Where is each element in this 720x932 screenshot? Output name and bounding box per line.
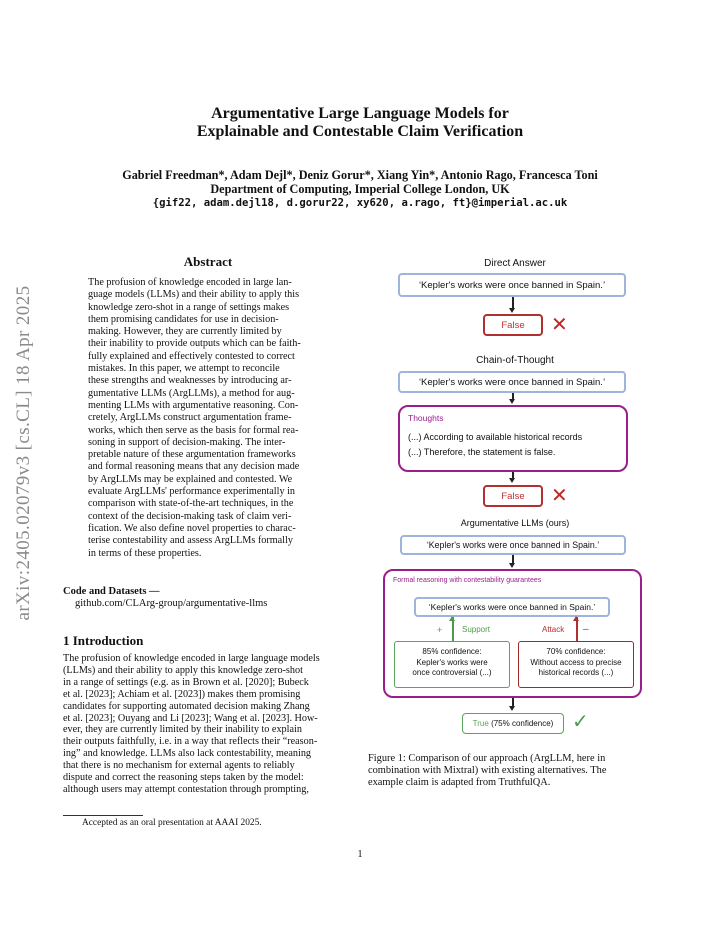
abstract-line: evaluate ArgLLMs' performance experimentally in [88,486,296,498]
intro-line: candidates for supporting automated decision making Zhang [63,700,310,712]
footnote: Accepted as an oral presentation at AAAI 2025. [82,818,262,828]
intro-body [63,653,353,796]
intro-line: ever, they are currently limited by their inability to explain [63,724,302,736]
intro-line: that there is no mechanism for external agents to reliably [63,760,295,772]
arrow-down [512,297,514,309]
thoughts-box [398,405,628,472]
abstract-line: these strengths and weaknesses by introducing ar- [88,375,292,387]
attack-label: Attack [542,625,565,634]
thought-line-2: (...) Therefore, the statement is false. [408,447,556,457]
abstract-line: and formal reasoning means that any decision made [88,461,300,473]
intro-line: dispute and correct the reasoning steps taken by the model: [63,772,304,784]
abstract-line: works, which then serve as the basis for formal rea- [88,424,299,436]
cot-false-box [483,485,543,507]
check-mark-icon: ✓ [572,709,589,733]
arrow-down [512,472,514,479]
support-label: Support [462,625,491,634]
caption-line-3: example claim is adapted from TruthfulQA. [368,777,551,788]
direct-false-text: False [501,319,525,331]
abstract-line: context of the decision-making task of claim veri- [88,510,292,522]
arxiv-identifier: arXiv:2405.02079v3 [cs.CL] 18 Apr 2025 [13,285,34,621]
attack-text-1: Without access to precise [530,657,622,667]
support-argument-box [394,641,510,688]
thought-line-1: (...) According to available historical records [408,432,583,442]
abstract-line: menting LLMs with argumentative reasoning. Con- [88,399,299,411]
inner-claim-text: ‘Kepler's works were once banned in Spain.’ [428,602,596,612]
support-text-1: Kepler's works were [416,657,488,667]
abstract-line: guage models (LLMs) and their ability to apply this [88,289,300,301]
support-text-2: once controversial (...) [412,668,492,677]
true-word: True [472,719,489,728]
intro-line: et al. [2023]; Achiam et al. [2023]) makes them promising [63,688,301,700]
arrow-down [512,393,514,400]
abstract-line: knowledge zero-shot in a range of settings makes [88,301,290,313]
intro-line: The profusion of knowledge encoded in large language models [63,653,320,664]
inner-claim-box [414,597,610,617]
abstract-line: fully explained and effectively contested to correct [88,350,295,362]
intro-line: et al. [2023]; Ouyang and Li [2023]; Wang et al. [2023]. How- [63,712,318,724]
cot-claim-box [398,371,626,393]
code-heading: Code and Datasets — [63,586,160,597]
arrow-down [512,698,514,707]
caption-line-1: Figure 1: Comparison of our approach (ArgLLM, here in [368,753,606,764]
title-line-2: Explainable and Contestable Claim Verification [196,123,524,140]
direct-answer-title: Direct Answer [484,258,546,269]
title-line-1: Argumentative Large Language Models for [211,105,509,122]
abstract-line: soning in support of decision-making. The inter- [88,436,286,448]
abstract-line: them promising candidates for use in decision- [88,313,279,325]
code-datasets [63,586,267,610]
thoughts-label: Thoughts [408,413,444,423]
direct-claim-box [398,273,626,297]
intro-line: (LLMs) and their ability to apply this knowledge zero-shot [63,664,303,676]
intro-line: although users may attempt contestation through prompting, [63,783,309,795]
abstract-line: by ArgLLMs may be explained and contested. We [88,473,293,485]
attack-arrowhead [573,616,579,621]
attack-text-2: historical records (...) [538,668,614,677]
cot-title: Chain-of-Thought [476,355,554,366]
attack-argument-box [518,641,634,688]
page-number: 1 [357,849,363,860]
abstract-line: making. However, they are currently limited by [88,326,282,338]
argllm-claim-box [400,535,626,555]
figure-caption [368,753,658,789]
arrow-down [512,555,514,564]
abstract-line: in terms of these properties. [88,547,202,559]
abstract-line: comparison with state-of-the-art techniques, in the [88,498,294,510]
intro-line: in a range of settings (e.g. as in Brown et al. [2020]; Bubeck [63,676,309,688]
support-plus: + [437,625,443,635]
abstract-line: gumentative LLMs (ArgLLMs), a method for aug- [88,387,295,399]
repo-link[interactable]: github.com/CLArg-group/argumentative-llms [75,598,268,609]
intro-line: their outputs faithfully, i.e. in a way that reflects their “reason- [63,736,318,748]
intro-line: ing” and knowledge. LLMs also lack contestability, meaning [63,748,312,760]
abstract-line: mistakes. In this paper, we attempt to reconcile [88,363,280,375]
formal-label: Formal reasoning with contestability guarantees [393,577,542,584]
true-confidence: (75% confidence) [491,719,554,728]
abstract-line: pretable nature of these argumentation frameworks [88,449,296,461]
footnote-rule [63,815,143,816]
true-result-box [462,713,564,734]
affiliation: Department of Computing, Imperial College London, UK [210,182,510,196]
attack-conf: 70% confidence: [546,647,606,656]
email-list: {gif22, adam.dejl18, d.gorur22, xy620, a.rago, ft}@imperial.ac.uk [152,197,568,209]
paper-title [0,105,720,141]
cross-mark-icon: ✕ [551,312,568,336]
author-list: Gabriel Freedman*, Adam Dejl*, Deniz Gorur*, Xiang Yin*, Antonio Rago, Francesca Toni [122,168,598,182]
support-conf: 85% confidence: [422,647,482,656]
intro-heading: 1 Introduction [63,633,144,648]
cot-false-text: False [501,490,525,502]
abstract-line: The profusion of knowledge encoded in large lan- [88,277,292,288]
author-block [0,168,720,210]
abstract-line: their inability to provide outputs which can be faith- [88,338,301,350]
support-arrowhead [449,616,455,621]
cross-mark-icon: ✕ [551,483,568,507]
direct-false-box [483,314,543,336]
attack-minus: – [583,624,589,635]
abstract-line: terise contestability and assess ArgLLMs formally [88,535,293,547]
abstract-body [88,277,328,560]
argllm-title: Argumentative LLMs (ours) [460,518,570,528]
abstract-line: fication. We also define novel properties to charac- [88,522,296,534]
formal-reasoning-box [383,569,642,698]
direct-claim-text: ‘Kepler's works were once banned in Spain.’ [418,279,606,291]
caption-line-2: combination with Mixtral) with existing alternatives. The [368,765,607,776]
abstract-line: cretely, ArgLLMs construct argumentation frame- [88,412,292,424]
argllm-claim-text: ‘Kepler's works were once banned in Spain.’ [426,540,600,550]
cot-claim-text: ‘Kepler's works were once banned in Spain.’ [418,376,606,388]
abstract-heading: Abstract [183,254,233,269]
